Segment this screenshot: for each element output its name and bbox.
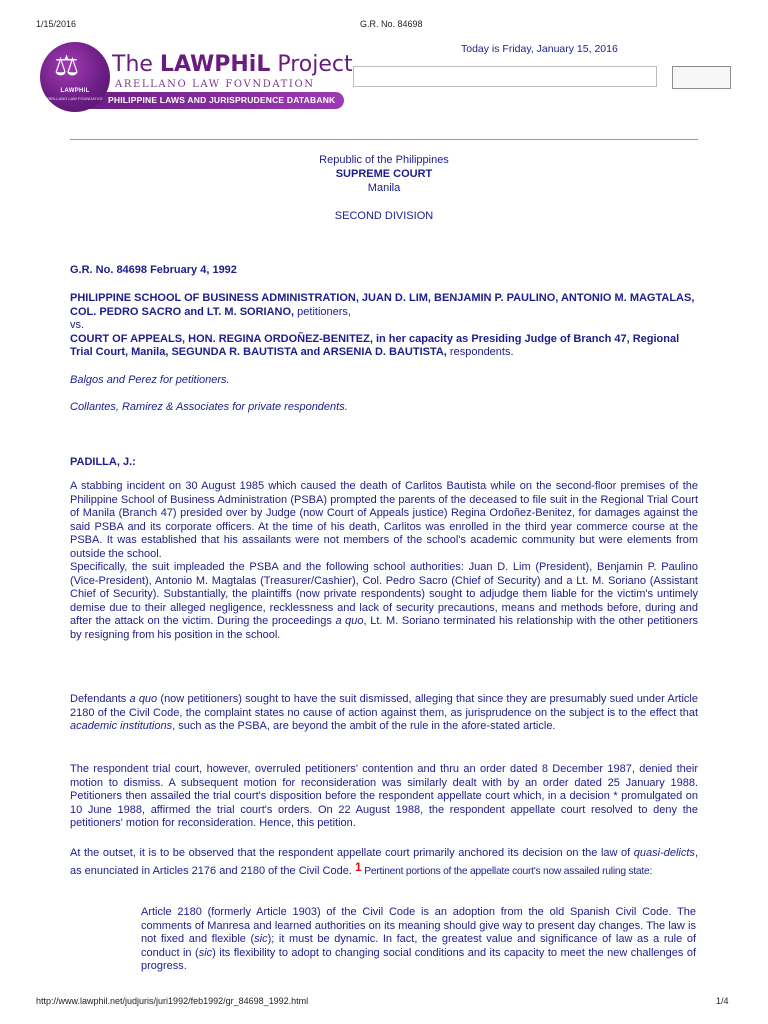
logo-circle-text: LAWPHiL xyxy=(60,88,90,94)
city-heading: Manila xyxy=(367,182,401,194)
petitioners-names: PHILIPPINE SCHOOL OF BUSINESS ADMINISTRATION, JUAN D. LIM, BENJAMIN P. PAULINO, ANTONIO M. MAGTALAS, COL. PEDRO SACRO and LT. M. SORIANO, xyxy=(70,292,695,318)
print-date: 1/15/2016 xyxy=(36,19,77,29)
logo-tagline-bar xyxy=(78,92,344,109)
petitioners-block xyxy=(70,292,698,360)
logo-subtitle: ARELLANO LAW FOVNDATION xyxy=(115,79,315,90)
paragraph-3: Defendants a quo (now petitioners) sought to have the suit dismissed, alleging that since they are presumably sued under Article 2180 of the Civil Code, the complaint states no cause of action against them, as jurisprudence on the subject is to the effect that academic institutions, such as the PSBA, are beyond the ambit of the rule in the afore-stated article. xyxy=(70,693,698,732)
counsel-petitioners: Balgos and Perez for petitioners. xyxy=(70,374,230,386)
respondents-label: respondents. xyxy=(446,346,514,358)
court-heading: SUPREME COURT xyxy=(335,168,433,180)
scales-of-justice-icon: ⚖ xyxy=(54,49,80,82)
republic-heading: Republic of the Philippines xyxy=(319,154,449,166)
logo-circle-small: ARELLANO LAW FOUNDATION xyxy=(45,96,105,101)
search-input[interactable] xyxy=(353,66,657,87)
paragraph-1: A stabbing incident on 30 August 1985 which caused the death of Carlitos Bautista while on the second-floor premises of the Philippine School of Business Administration (PSBA) prompted the parents of the deceased to file suit in the Regional Trial Court of Manila (Branch 47) presided over by Judge (now Court of Appeals justice) Regina Ordoñez-Benitez, for damages against the said PSBA and its corporate officers. At the time of his death, Carlitos was enrolled in the third year commerce course at the PSBA. It was established that his assailants were not members of the school's academic community but were elements from outside the school. xyxy=(70,480,698,560)
counsel-respondents: Collantes, Ramirez & Associates for private respondents. xyxy=(70,401,348,413)
footer-url: http://www.lawphil.net/judjuris/juri1992/feb1992/gr_84698_1992.html xyxy=(36,996,309,1006)
petitioners-label: petitioners, xyxy=(294,305,351,318)
header-divider xyxy=(70,139,698,140)
ponente: PADILLA, J.: xyxy=(70,456,136,468)
logo-emblem[interactable] xyxy=(40,42,110,112)
footer-page: 1/4 xyxy=(716,996,729,1006)
search-button[interactable] xyxy=(672,66,731,89)
case-number: G.R. No. 84698 February 4, 1992 xyxy=(70,264,237,276)
paragraph-5: At the outset, it is to be observed that the respondent appellate court primarily anchored its decision on the law of quasi-delicts, as enunciated in Articles 2176 and 2180 of the Civil Code. 1 Pertinent portions of the appellate court's now assailed ruling state: xyxy=(70,847,698,877)
logo-tagline: PHILIPPINE LAWS AND JURISPRUDENCE DATABANK xyxy=(108,95,336,105)
quoted-ruling: Article 2180 (formerly Article 1903) of the Civil Code is an adoption from the old Spanish Civil Code. The comments of Manresa and learned authorities on its meaning should give way to present day changes. The law is not fixed and flexible (sic); it must be dynamic. In fact, the greatest value and significance of law as a rule of conduct in (sic) its flexibility to adopt to changing social conditions and its capacity to meet the new challenges of progress. xyxy=(141,906,696,972)
today-date: Today is Friday, January 15, 2016 xyxy=(461,43,618,55)
division-heading: SECOND DIVISION xyxy=(334,210,434,222)
versus: vs. xyxy=(70,319,85,331)
respondents-names: COURT OF APPEALS, HON. REGINA ORDOÑEZ-BENITEZ, in her capacity as Presiding Judge of Branch 47, Regional Trial Court, Manila, SEGUNDA R. BAUTISTA and ARSENIA D. BAUTISTA, xyxy=(70,332,680,358)
footnote-link[interactable]: 1 xyxy=(354,859,362,874)
logo-title[interactable]: The LAWPHiL Project xyxy=(112,52,353,77)
paragraph-2: Specifically, the suit impleaded the PSBA and the following school authorities: Juan D. Lim (President), Benjamin P. Paulino (Vice-President), Antonio M. Magtalas (Treasurer/Cashier), Col. Pedro Sacro (Chief of Security) and a Lt. M. Soriano (Assistant Chief of Security). Substantially, the plaintiffs (now private respondents) sought to adjudge them liable for the victim's untimely demise due to their alleged negligence, recklessness and lack of security precautions, means and methods before, during and after the attack on the victim. During the proceedings a quo, Lt. M. Soriano terminated his relationship with the other petitioners by resigning from his position in the school. xyxy=(70,561,698,641)
print-title: G.R. No. 84698 xyxy=(360,19,423,29)
paragraph-4: The respondent trial court, however, overruled petitioners' contention and thru an order dated 8 December 1987, denied their motion to dismiss. A subsequent motion for reconsideration was similarly dealt with by an order dated 25 January 1988. Petitioners then assailed the trial court's disposition before the respondent appellate court which, in a decision * promulgated on 10 June 1988, affirmed the trial court's orders. On 22 August 1988, the respondent appellate court resolved to deny the petitioners' motion for reconsideration. Hence, this petition. xyxy=(70,763,698,829)
